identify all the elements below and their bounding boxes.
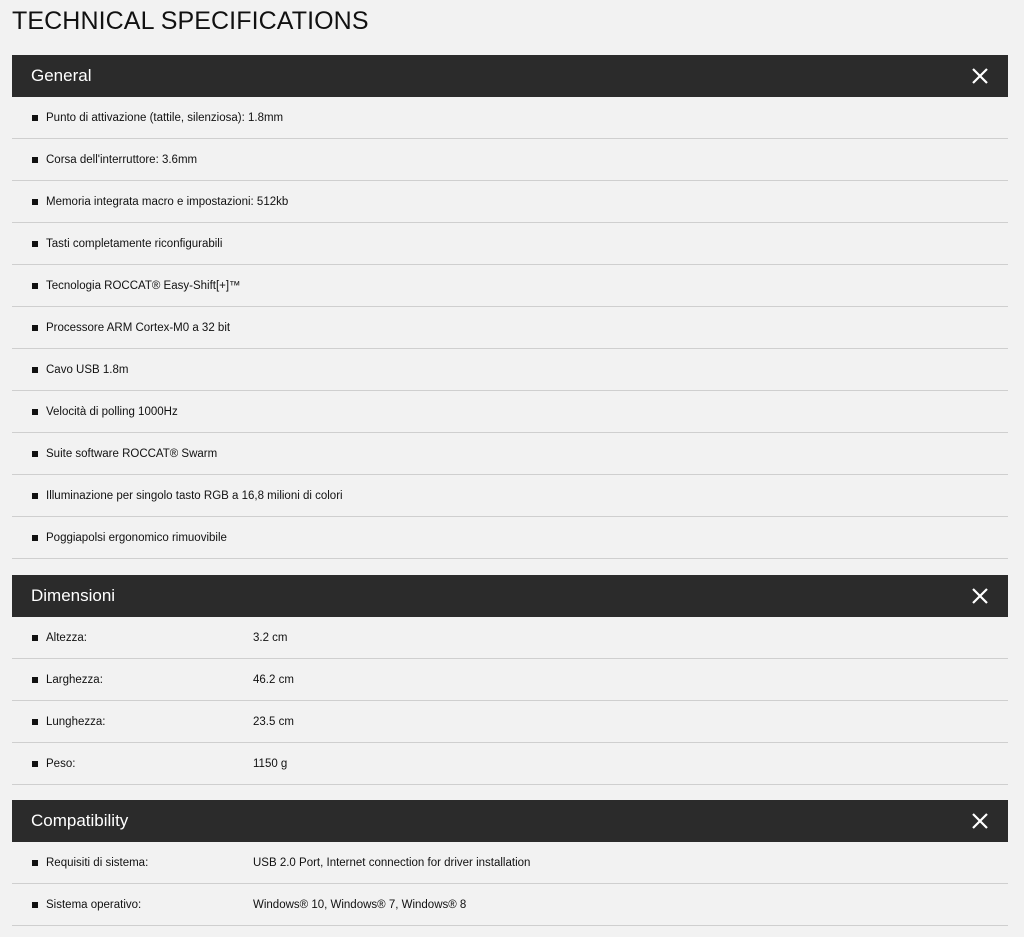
spec-text: Tasti completamente riconfigurabili [46, 237, 223, 250]
spec-label: Altezza: [46, 631, 87, 644]
spec-text: Memoria integrata macro e impostazioni: 512kb [46, 195, 289, 208]
close-icon[interactable] [970, 586, 990, 606]
bullet-icon [32, 241, 38, 247]
spec-row [12, 475, 1008, 517]
spec-label: Larghezza: [46, 673, 103, 686]
bullet-icon [32, 902, 38, 908]
bullet-icon [32, 157, 38, 163]
spec-row [12, 391, 1008, 433]
section-header-general[interactable] [12, 55, 1008, 97]
section-header-compatibility[interactable] [12, 800, 1008, 842]
spec-row [12, 181, 1008, 223]
bullet-icon [32, 635, 38, 641]
bullet-icon [32, 677, 38, 683]
spec-label: Sistema operativo: [46, 898, 142, 911]
spec-label: Lunghezza: [46, 715, 106, 728]
spec-row [12, 701, 1008, 743]
bullet-icon [32, 761, 38, 767]
section-title: Dimensioni [31, 586, 116, 605]
spec-row [12, 307, 1008, 349]
spec-value: USB 2.0 Port, Internet connection for driver installation [253, 856, 531, 869]
section-compatibility [12, 800, 1008, 926]
bullet-icon [32, 325, 38, 331]
spec-row [12, 517, 1008, 559]
spec-row [12, 617, 1008, 659]
section-dimensioni [12, 575, 1008, 785]
spec-value: 1150 g [253, 757, 288, 770]
section-title: Compatibility [31, 811, 129, 830]
bullet-icon [32, 199, 38, 205]
spec-row [12, 743, 1008, 785]
spec-value: 3.2 cm [253, 631, 288, 644]
spec-value: 46.2 cm [253, 673, 294, 686]
spec-value: Windows® 10, Windows® 7, Windows® 8 [253, 898, 467, 911]
spec-text: Cavo USB 1.8m [46, 363, 129, 376]
bullet-icon [32, 283, 38, 289]
spec-row [12, 223, 1008, 265]
bullet-icon [32, 451, 38, 457]
bullet-icon [32, 367, 38, 373]
page-title: TECHNICAL SPECIFICATIONS [12, 7, 369, 35]
bullet-icon [32, 409, 38, 415]
spec-row [12, 97, 1008, 139]
spec-text: Corsa dell'interruttore: 3.6mm [46, 153, 198, 166]
spec-text: Tecnologia ROCCAT® Easy-Shift[+]™ [46, 279, 241, 292]
section-title: General [31, 66, 92, 85]
spec-value: 23.5 cm [253, 715, 294, 728]
spec-text: Punto di attivazione (tattile, silenziosa): 1.8mm [46, 111, 284, 124]
close-icon[interactable] [970, 811, 990, 831]
bullet-icon [32, 115, 38, 121]
bullet-icon [32, 493, 38, 499]
section-header-dimensioni[interactable] [12, 575, 1008, 617]
spec-text: Processore ARM Cortex-M0 a 32 bit [46, 321, 231, 334]
spec-text: Suite software ROCCAT® Swarm [46, 447, 218, 460]
close-icon[interactable] [970, 66, 990, 86]
bullet-icon [32, 860, 38, 866]
section-general [12, 55, 1008, 559]
spec-text: Illuminazione per singolo tasto RGB a 16,8 milioni di colori [46, 489, 343, 502]
spec-text: Poggiapolsi ergonomico rimuovibile [46, 531, 227, 544]
spec-label: Peso: [46, 757, 76, 770]
spec-label: Requisiti di sistema: [46, 856, 149, 869]
spec-row [12, 659, 1008, 701]
spec-row [12, 349, 1008, 391]
bullet-icon [32, 719, 38, 725]
spec-row [12, 433, 1008, 475]
spec-text: Velocità di polling 1000Hz [46, 405, 178, 418]
spec-row [12, 884, 1008, 926]
spec-row [12, 265, 1008, 307]
spec-row [12, 842, 1008, 884]
spec-row [12, 139, 1008, 181]
bullet-icon [32, 535, 38, 541]
